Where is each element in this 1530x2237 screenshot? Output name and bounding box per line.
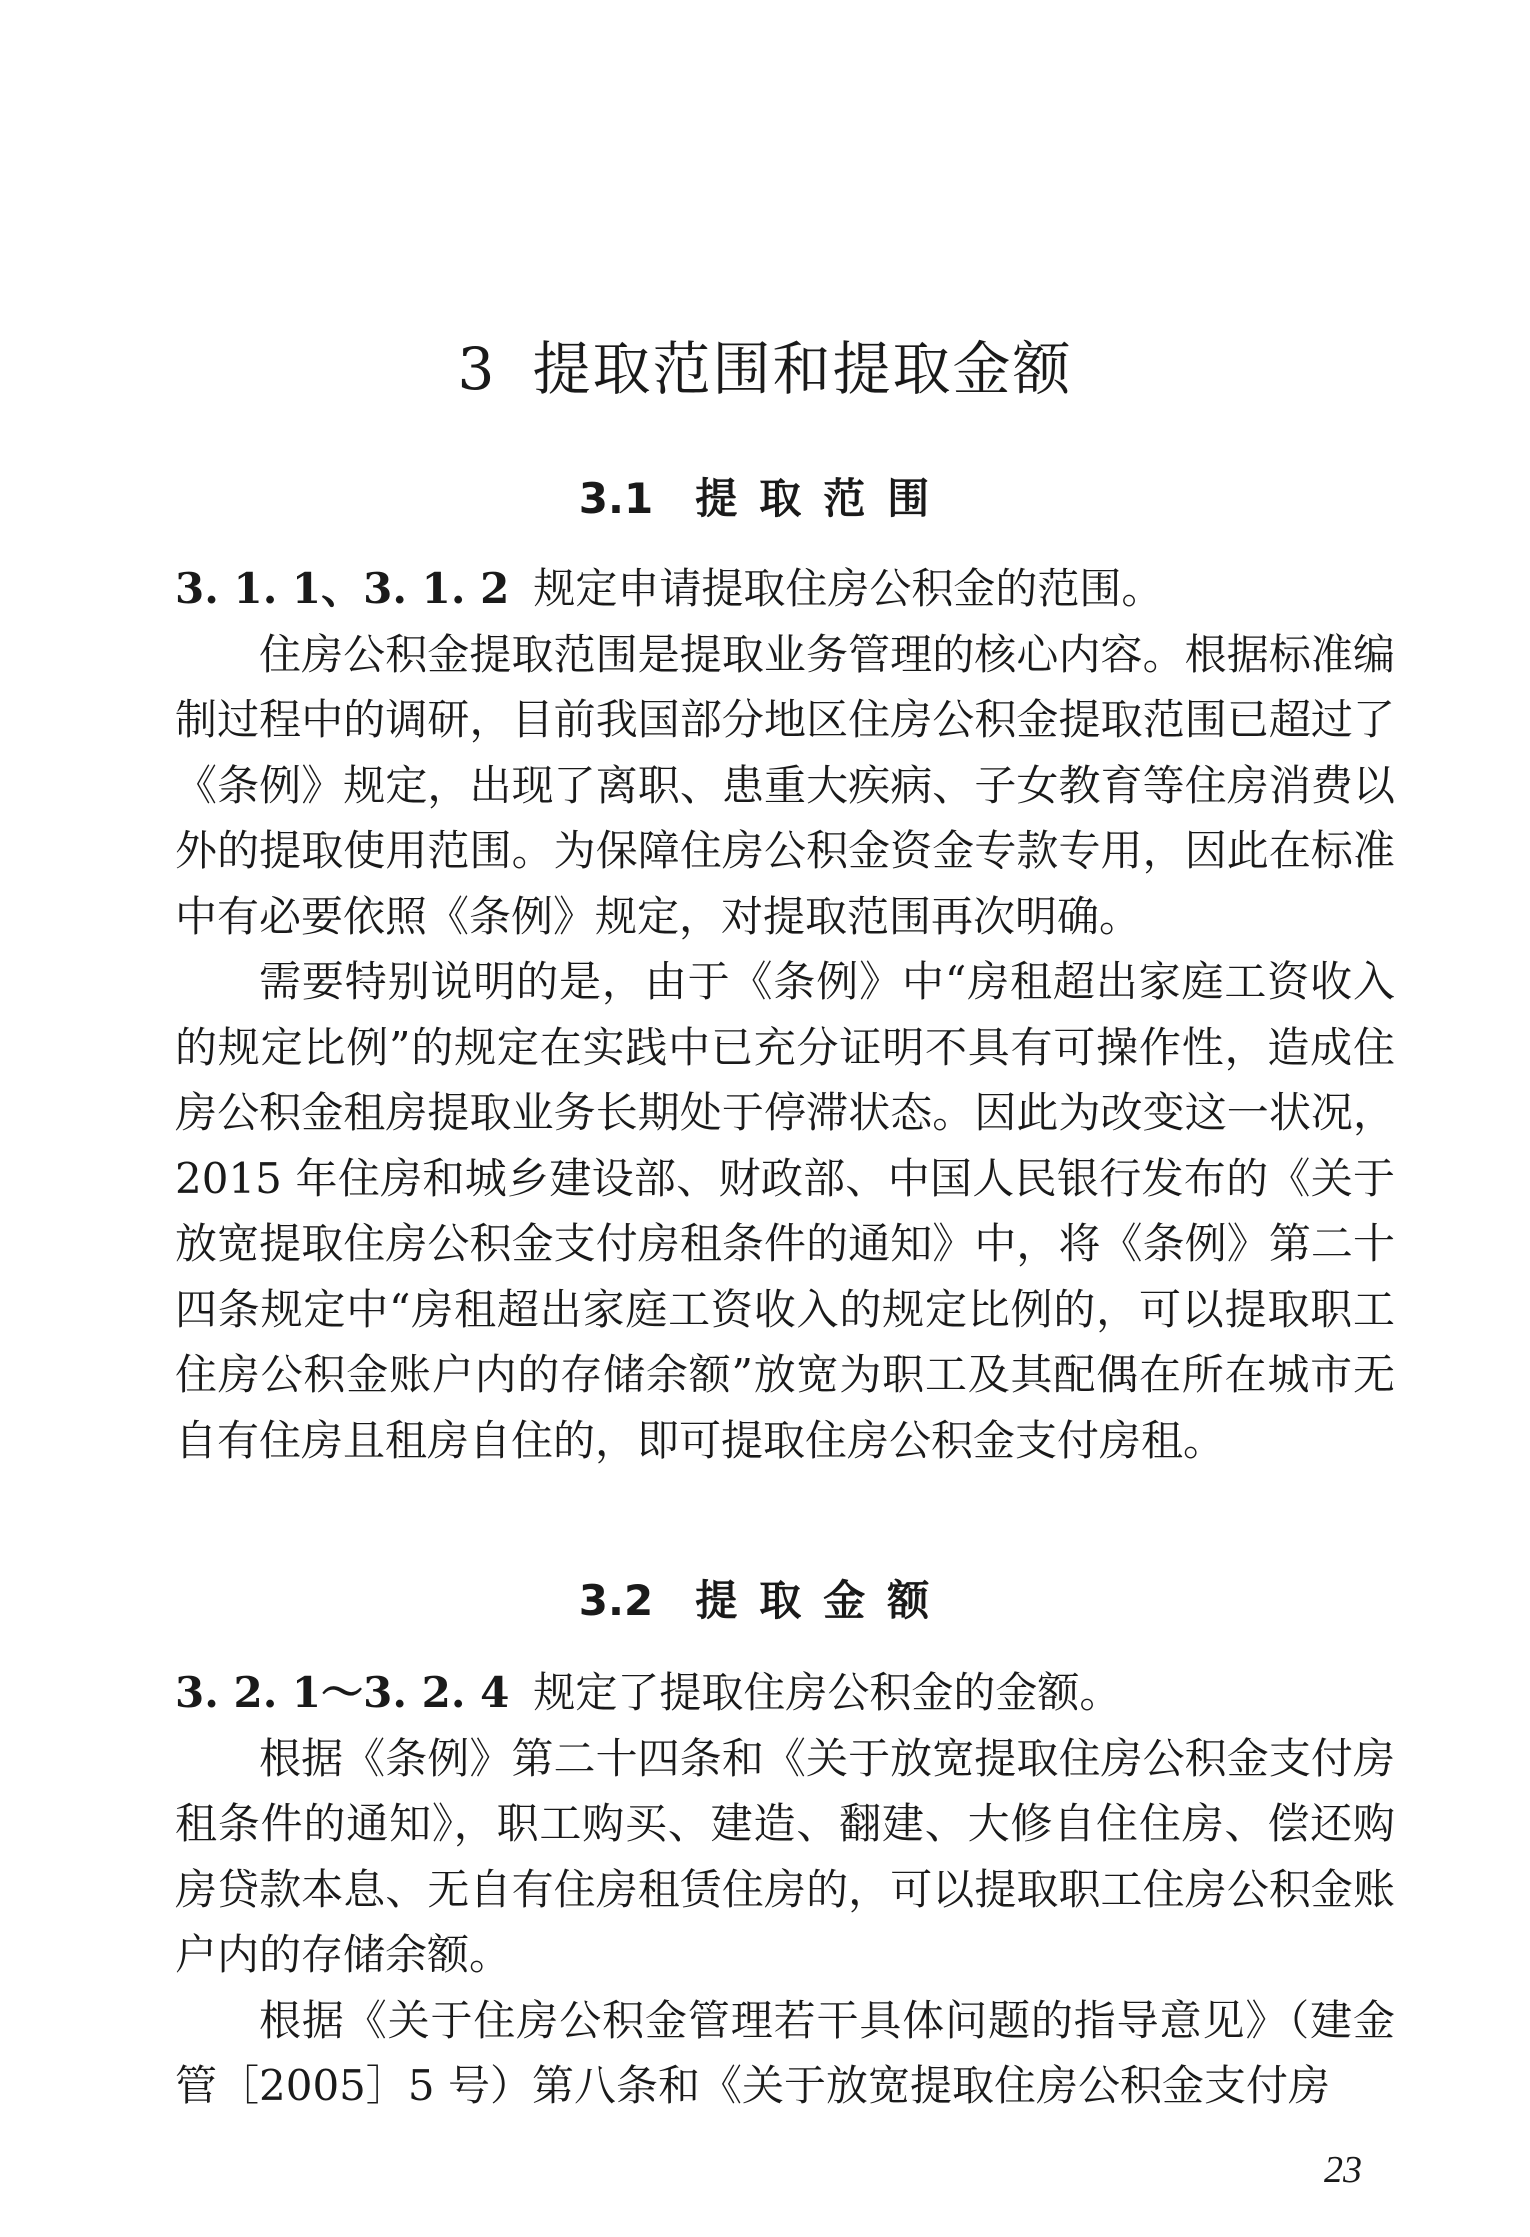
chapter-title-text: 提取范围和提取金额 [532,335,1073,403]
clause-line [175,556,1395,622]
section-title-3-2 [0,1568,1530,1628]
paragraph: 需要特别说明的是，由于《条例》中“房租超出家庭工资收入的规定比例”的规定在实践中已充分证明不具有可操作性，造成住房公积金租房提取业务长期处于停滞状态。因此为改变这一状况，2015 年住房和城乡建设部、财政部、中国人民银行发布的《关于放宽提取住房公积金支付房租条件的通知》中，将《条例》第二十四条规定中“房租超出家庭工资收入的规定比例的，可以提取职工住房公积金账户内的存储余额”放宽为职工及其配偶在所在城市无自有住房且租房自住的，即可提取住房公积金支付房租。 [175,957,1395,1465]
clause-number: 3. 1. 1、3. 1. 2 [175,564,510,613]
section-label: 提取金额 [695,1576,952,1625]
clause-line [175,1660,1395,1726]
chapter-title [0,322,1530,406]
paragraph: 根据《关于住房公积金管理若干具体问题的指导意见》（建金管［2005］5 号）第八条和《关于放宽提取住房公积金支付房 [175,1995,1395,2110]
chapter-number: 3 [457,335,497,403]
section-number: 3.1 [578,474,654,523]
paragraph: 根据《条例》第二十四条和《关于放宽提取住房公积金支付房租条件的通知》，职工购买、建造、翻建、大修自住住房、偿还购房贷款本息、无自有住房租赁住房的，可以提取职工住房公积金账户内的存储余额。 [175,1733,1395,1979]
clause-text: 规定申请提取住房公积金的范围。 [533,564,1164,613]
page-number: 23 [1324,2149,1362,2191]
paragraph: 住房公积金提取范围是提取业务管理的核心内容。根据标准编制过程中的调研，目前我国部分地区住房公积金提取范围已超过了《条例》规定，出现了离职、患重大疾病、子女教育等住房消费以外的提取使用范围。为保障住房公积金资金专款专用，因此在标准中有必要依照《条例》规定，对提取范围再次明确。 [175,629,1395,941]
section-body-3-1 [175,556,1395,1473]
section-label: 提取范围 [695,474,952,523]
clause-number: 3. 2. 1～3. 2. 4 [175,1668,510,1717]
clause-text: 规定了提取住房公积金的金额。 [533,1668,1122,1717]
section-title-3-1 [0,466,1530,526]
section-body-3-2 [175,1660,1395,2119]
section-number: 3.2 [578,1576,654,1625]
